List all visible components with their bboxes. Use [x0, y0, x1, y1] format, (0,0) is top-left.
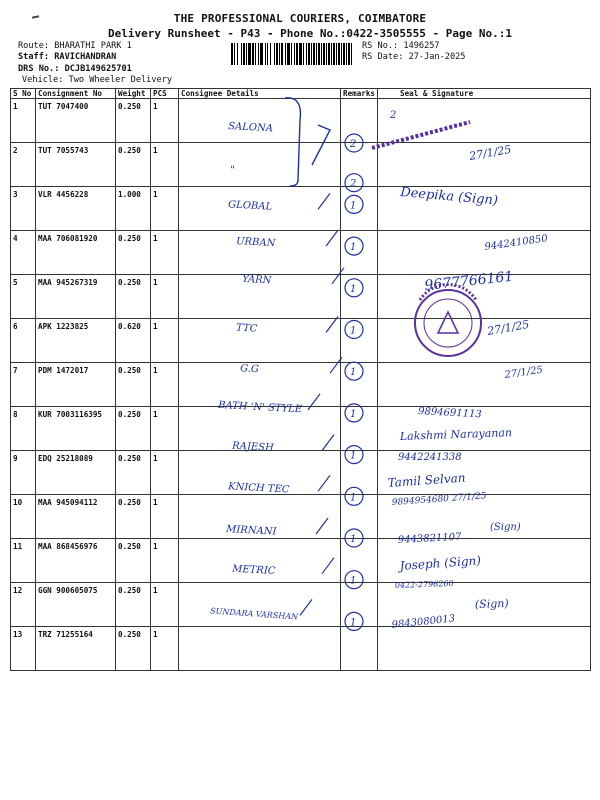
serial-number: 12 [11, 583, 36, 627]
consignee-cell [179, 275, 341, 319]
rs-date: RS Date: 27-Jan-2025 [362, 52, 466, 62]
pieces-count: 1 [151, 363, 179, 407]
consignee-cell [179, 319, 341, 363]
consignee-handwriting: URBAN [235, 236, 276, 250]
remarks-cell [341, 495, 378, 539]
signature-handwriting: 9677766161 [423, 268, 515, 294]
serial-number: 6 [11, 319, 36, 363]
consignee-cell [179, 407, 341, 451]
rs-number: RS No.: 1496257 [362, 41, 440, 51]
remarks-cell [341, 451, 378, 495]
consignee-cell [179, 187, 341, 231]
runsheet-title: Delivery Runsheet - P43 - Phone No.:0422-3505555 - Page No.:1 [108, 27, 512, 40]
signature-handwriting: 27/1/25 [486, 317, 531, 338]
remark-handwriting: 1 [350, 242, 357, 254]
table-row [11, 495, 591, 539]
col-pcs: PCS [151, 89, 179, 99]
consignment-number: MAA 945267319 [36, 275, 116, 319]
signature-cell [378, 143, 591, 187]
signature-cell [378, 231, 591, 275]
consignee-cell [179, 583, 341, 627]
consignee-cell [179, 539, 341, 583]
consignee-handwriting: MIRNANI [225, 524, 277, 538]
col-consignee: Consignee Details [179, 89, 341, 99]
consignee-handwriting: GLOBAL [227, 199, 273, 213]
signature-handwriting: 9894691113 [417, 406, 482, 421]
consignee-handwriting: RAJESH [231, 440, 275, 454]
serial-number: 3 [11, 187, 36, 231]
weight-value: 0.250 [116, 99, 151, 143]
staff-label: Staff: RAVICHANDRAN [18, 52, 117, 62]
table-row [11, 187, 591, 231]
consignee-handwriting: TTC [235, 322, 258, 335]
remark-handwriting: 1 [350, 492, 357, 504]
col-sno: S No [11, 89, 36, 99]
remark-handwriting: 1 [350, 534, 357, 545]
remarks-cell [341, 363, 378, 407]
signature-cell [378, 363, 591, 407]
serial-number: 4 [11, 231, 36, 275]
remarks-cell [341, 231, 378, 275]
signature-handwriting: (Sign) [474, 596, 509, 611]
consignee-cell [179, 231, 341, 275]
pieces-count: 1 [151, 627, 179, 671]
table-row [11, 407, 591, 451]
signature-cell [378, 627, 591, 671]
table-row [11, 319, 591, 363]
signature-handwriting: 2 [390, 110, 397, 121]
signature-handwriting: Deepika (Sign) [399, 185, 499, 209]
signature-handwriting: 0422-2796260 [394, 578, 454, 590]
consignment-number: VLR 4456228 [36, 187, 116, 231]
signature-handwriting: Tamil Selvan [387, 470, 466, 490]
weight-value: 0.250 [116, 143, 151, 187]
consignment-number: KUR 7003116395 [36, 407, 116, 451]
remark-handwriting: 1 [350, 575, 357, 587]
remarks-cell [341, 99, 378, 143]
serial-number: 11 [11, 539, 36, 583]
company-title: THE PROFESSIONAL COURIERS, COIMBATORE [173, 12, 427, 25]
vehicle-label: Vehicle: Two Wheeler Delivery [22, 75, 173, 85]
remark-handwriting: 1 [350, 617, 357, 629]
remarks-cell [341, 275, 378, 319]
remarks-cell [341, 407, 378, 451]
pieces-count: 1 [151, 275, 179, 319]
pieces-count: 1 [151, 539, 179, 583]
remark-handwriting: 1 [350, 408, 357, 420]
route-label: Route: BHARATHI PARK 1 [18, 41, 132, 51]
serial-number: 5 [11, 275, 36, 319]
weight-value: 0.250 [116, 627, 151, 671]
consignee-cell [179, 99, 341, 143]
col-consignment: Consignment No [36, 89, 116, 99]
pieces-count: 1 [151, 231, 179, 275]
signature-handwriting: 9443821107 [397, 531, 462, 546]
signature-cell [378, 539, 591, 583]
runsheet-table [10, 88, 591, 671]
pieces-count: 1 [151, 495, 179, 539]
signature-handwriting: 9843080013 [391, 613, 456, 631]
table-row [11, 539, 591, 583]
serial-number: 9 [11, 451, 36, 495]
consignment-number: TRZ 71255164 [36, 627, 116, 671]
serial-number: 1 [11, 99, 36, 143]
remarks-cell [341, 627, 378, 671]
weight-value: 0.250 [116, 275, 151, 319]
consignee-handwriting: KNICH TEC [227, 481, 290, 496]
consignee-cell [179, 143, 341, 187]
col-weight: Weight [116, 89, 151, 99]
pieces-count: 1 [151, 319, 179, 363]
consignee-handwriting: G.G [239, 363, 260, 376]
remark-handwriting: 1 [350, 450, 357, 462]
signature-cell [378, 583, 591, 627]
remarks-cell [341, 539, 378, 583]
signature-handwriting: (Sign) [490, 522, 521, 533]
weight-value: 0.250 [116, 363, 151, 407]
pieces-count: 1 [151, 187, 179, 231]
table-row [11, 627, 591, 671]
pieces-count: 1 [151, 99, 179, 143]
consignment-number: MAA 945094112 [36, 495, 116, 539]
consignee-handwriting: METRIC [231, 563, 276, 577]
weight-value: 0.250 [116, 231, 151, 275]
pieces-count: 1 [151, 143, 179, 187]
table-row [11, 451, 591, 495]
consignment-number: TUT 7055743 [36, 143, 116, 187]
signature-handwriting: 9442241338 [398, 452, 462, 463]
remark-handwriting: 1 [350, 367, 357, 379]
col-remarks: Remarks [341, 89, 378, 99]
consignment-number: PDM 1472017 [36, 363, 116, 407]
serial-number: 2 [11, 143, 36, 187]
consignee-handwriting: SUNDARA VARSHAN [209, 606, 299, 622]
serial-number: 8 [11, 407, 36, 451]
pieces-count: 1 [151, 451, 179, 495]
signature-cell [378, 275, 591, 319]
weight-value: 0.620 [116, 319, 151, 363]
table-row [11, 275, 591, 319]
weight-value: 0.250 [116, 407, 151, 451]
table-row [11, 99, 591, 143]
consignee-handwriting: " [229, 164, 236, 176]
consignee-handwriting: YARN [241, 273, 272, 287]
pieces-count: 1 [151, 407, 179, 451]
remark-handwriting: 1 [350, 325, 357, 337]
serial-number: 10 [11, 495, 36, 539]
pieces-count: 1 [151, 583, 179, 627]
remark-handwriting: 1 [350, 200, 357, 212]
serial-number: 7 [11, 363, 36, 407]
signature-cell [378, 451, 591, 495]
table-row [11, 583, 591, 627]
col-signature: Seal & Signature [378, 89, 591, 99]
consignee-handwriting: BATH 'N' STYLE [217, 399, 303, 416]
weight-value: 0.250 [116, 583, 151, 627]
consignment-number: GGN 900605075 [36, 583, 116, 627]
weight-value: 0.250 [116, 451, 151, 495]
signature-cell [378, 319, 591, 363]
consignment-number: EDQ 25218089 [36, 451, 116, 495]
consignment-number: APK 1223825 [36, 319, 116, 363]
weight-value: 0.250 [116, 539, 151, 583]
consignment-number: TUT 7047400 [36, 99, 116, 143]
signature-handwriting: Lakshmi Narayanan [399, 426, 513, 443]
consignee-cell [179, 627, 341, 671]
remark-handwriting: 2 [350, 139, 357, 150]
remark-handwriting: 2 [350, 178, 357, 190]
signature-handwriting: 9442410850 [483, 233, 549, 253]
table-row [11, 363, 591, 407]
remarks-cell [341, 187, 378, 231]
serial-number: 13 [11, 627, 36, 671]
table-header [11, 89, 591, 99]
signature-cell [378, 99, 591, 143]
consignee-handwriting: SALONA [227, 121, 274, 135]
barcode [231, 43, 353, 65]
signature-cell [378, 187, 591, 231]
signature-handwriting: 9894954680 27/1/25 [391, 491, 487, 508]
weight-value: 1.000 [116, 187, 151, 231]
table-row [11, 231, 591, 275]
table-row [11, 143, 591, 187]
remarks-cell [341, 143, 378, 187]
signature-handwriting: 27/1/25 [503, 364, 544, 381]
consignment-number: MAA 868456976 [36, 539, 116, 583]
consignee-cell [179, 363, 341, 407]
remark-handwriting: 1 [350, 283, 357, 295]
signature-cell [378, 495, 591, 539]
remarks-cell [341, 583, 378, 627]
signature-handwriting: Joseph (Sign) [399, 553, 482, 573]
consignee-cell [179, 451, 341, 495]
signature-cell [378, 407, 591, 451]
remarks-cell [341, 319, 378, 363]
consignment-number: MAA 706081920 [36, 231, 116, 275]
signature-handwriting: 27/1/25 [468, 142, 513, 163]
consignee-cell [179, 495, 341, 539]
drs-number: DRS No.: DCJB149625701 [18, 64, 132, 74]
weight-value: 0.250 [116, 495, 151, 539]
